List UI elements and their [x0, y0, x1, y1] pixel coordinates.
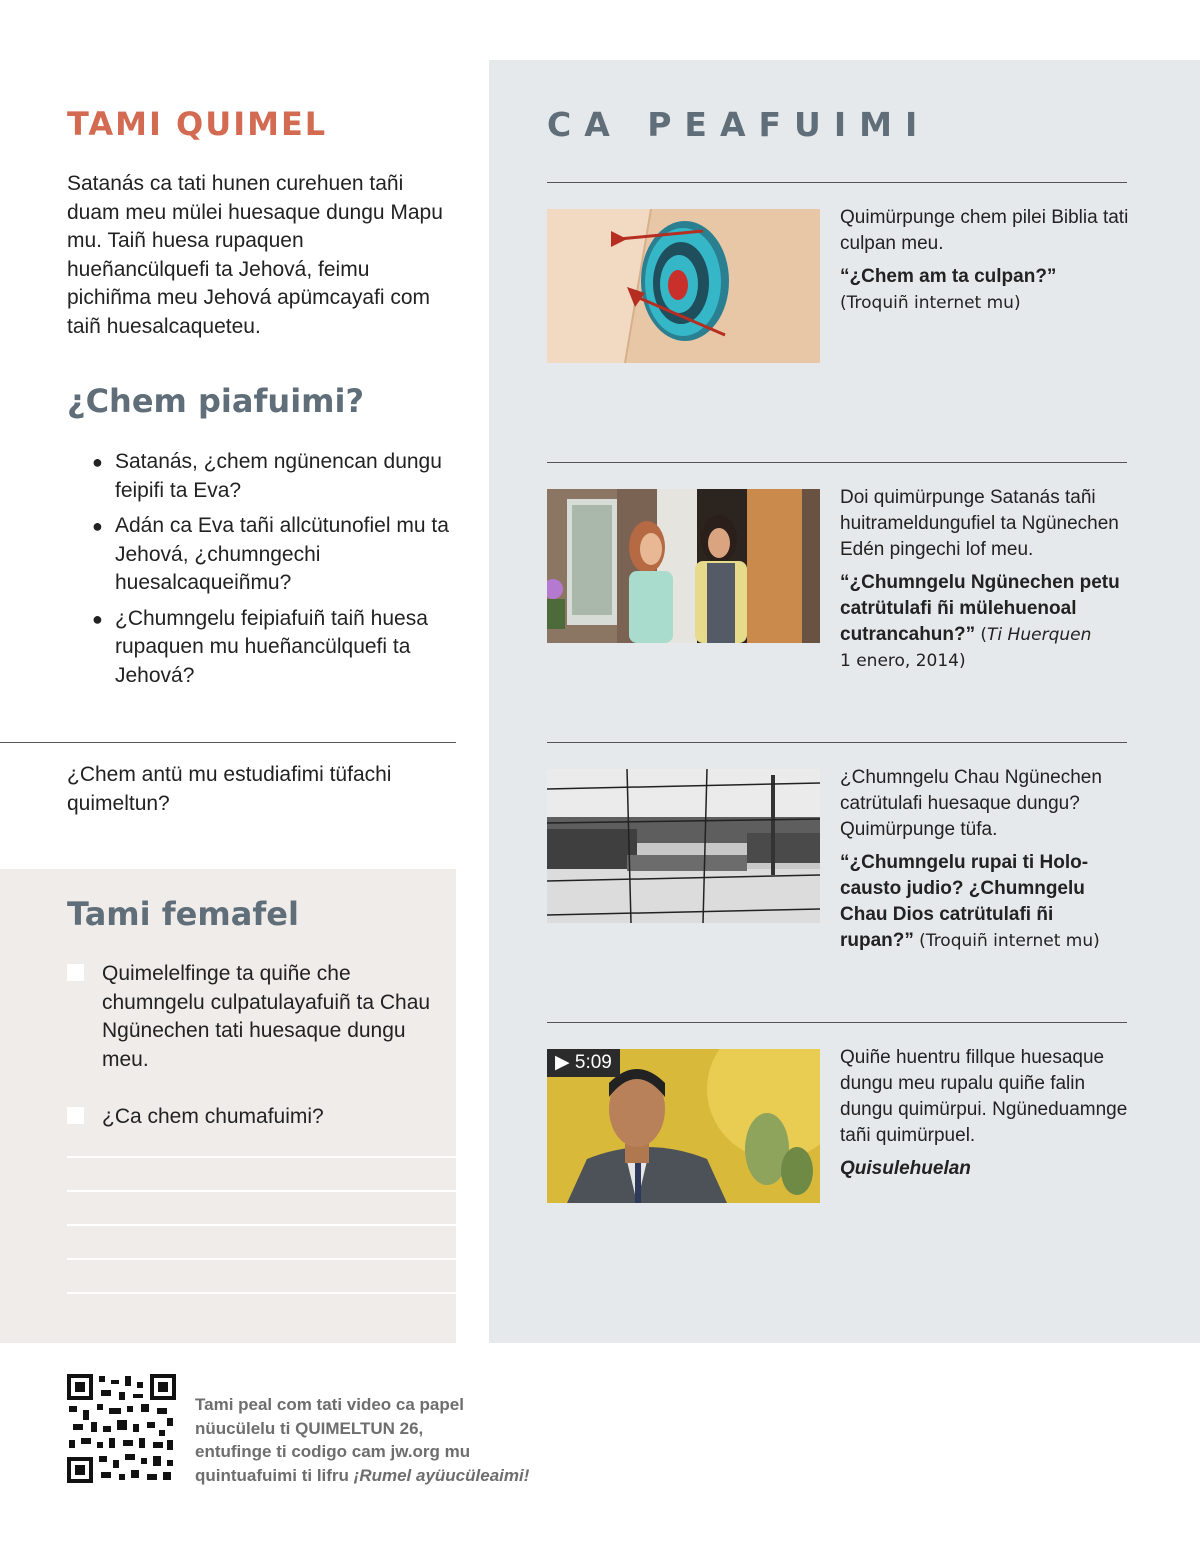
goal-item[interactable]: Quimelelfinge ta quiñe che chumngelu culpatulayafuiñ ta Chau Ngünechen tati huesaque dungu meu.	[67, 960, 437, 1074]
write-line[interactable]	[67, 1292, 456, 1294]
question-item: ● Adán ca Eva tañi allcütunofiel mu ta Jehová, ¿chumngechi huesalcaqueiñmu?	[92, 514, 449, 594]
questions-heading: ¿Chem piafuimi?	[67, 382, 365, 420]
lesson-title: TAMI QUIMEL	[67, 105, 328, 143]
write-line[interactable]	[67, 1190, 456, 1192]
goal-checkbox[interactable]	[67, 1107, 84, 1124]
footer-note: Tami peal com tati video ca papel nüucülelu ti QUIMELTUN 26, entufinge ti codigo cam jw.org mu quintuafuimi ti lifru ¡Rumel ayüucüleaimi!	[195, 1395, 530, 1485]
resource-text: Quiñe huentru fillque huesaque dungu meu rupalu quiñe falin dungu quimürpui. Ngüneduamnge tañi quimürpuel. Quisulehuelan	[840, 1045, 1130, 1182]
two-women-at-door-image[interactable]	[547, 489, 820, 643]
video-duration-badge[interactable]: ▶ 5:09	[547, 1049, 620, 1077]
bullet-icon: ●	[92, 452, 103, 472]
write-line[interactable]	[67, 1224, 456, 1226]
resource-text: Quimürpunge chem pilei Biblia tati culpan meu. “¿Chem am ta culpan?” (Troquiñ internet mu)	[840, 205, 1130, 316]
divider	[547, 462, 1127, 463]
target-with-arrows-image[interactable]	[547, 209, 820, 363]
lesson-intro: Satanás ca tati hunen curehuen tañi duam meu mülei huesaque dungu Mapu mu. Taiñ huesa rupaquen hueñancülquefi ta Jehová, feimu pichiñma meu Jehová apümcayafi com taiñ huesalcaqueteu.	[67, 172, 443, 338]
resource-text: Doi quimürpunge Satanás tañi huitrameldungufiel ta Ngünechen Edén pingechi lof meu. “¿Chumngelu Ngünechen petu catrütulafi ñi mülehuenoal cutrancahun?” (Ti Huerquen 1 enero, 2014)	[840, 485, 1130, 674]
write-line[interactable]	[67, 1258, 456, 1260]
divider	[547, 1022, 1127, 1023]
qr-code-icon[interactable]	[67, 1374, 176, 1483]
video-link[interactable]: Quisulehuelan	[840, 1158, 971, 1179]
question-item: ● Satanás, ¿chem ngünencan dungu feipifi ta Eva?	[92, 450, 442, 502]
resources-title: CA PEAFUIMI	[547, 105, 931, 144]
write-line[interactable]	[67, 1156, 456, 1158]
resource-text: ¿Chumngelu Chau Ngünechen catrütulafi huesaque dungu? Quimürpunge tüfa. “¿Chumngelu rupai ti Holocausto judio? ¿Chumngelu Chau Dios catrütulafi ñi rupan?” (Troquiñ internet mu)	[840, 765, 1130, 954]
resource-link[interactable]: “¿Chumngelu Ngünechen petu catrütulafi ñi mülehuenoal cutrancahun?” (Ti Huerquen 1 enero, 2014)	[840, 572, 1120, 671]
divider	[547, 742, 1127, 743]
review-questions	[92, 448, 452, 697]
goal-checkbox[interactable]	[67, 964, 84, 981]
holocaust-camp-photo[interactable]	[547, 769, 820, 923]
bullet-icon: ●	[92, 608, 103, 629]
divider	[547, 182, 1127, 183]
goals-heading: Tami femafel	[67, 895, 299, 933]
question-item: ● ¿Chumngelu feipiafuiñ taiñ huesa rupaquen mu hueñancülquefi ta Jehová?	[92, 606, 428, 687]
resource-link[interactable]: “¿Chumngelu rupai ti Holocausto judio? ¿Chumngelu Chau Dios catrütulafi ñi rupan?” (Troquiñ internet mu)	[840, 852, 1100, 951]
divider	[0, 742, 456, 743]
bullet-icon: ●	[92, 516, 103, 536]
goal-item[interactable]: ¿Ca chem chumafuimi?	[67, 1103, 437, 1132]
book-title: ¡Rumel ayüucüleaimi!	[353, 1465, 530, 1485]
study-date-question: ¿Chem antü mu estudiafimi tüfachi quimeltun?	[67, 763, 392, 815]
resource-link[interactable]: “¿Chem am ta culpan?” (Troquiñ internet mu)	[840, 266, 1057, 313]
